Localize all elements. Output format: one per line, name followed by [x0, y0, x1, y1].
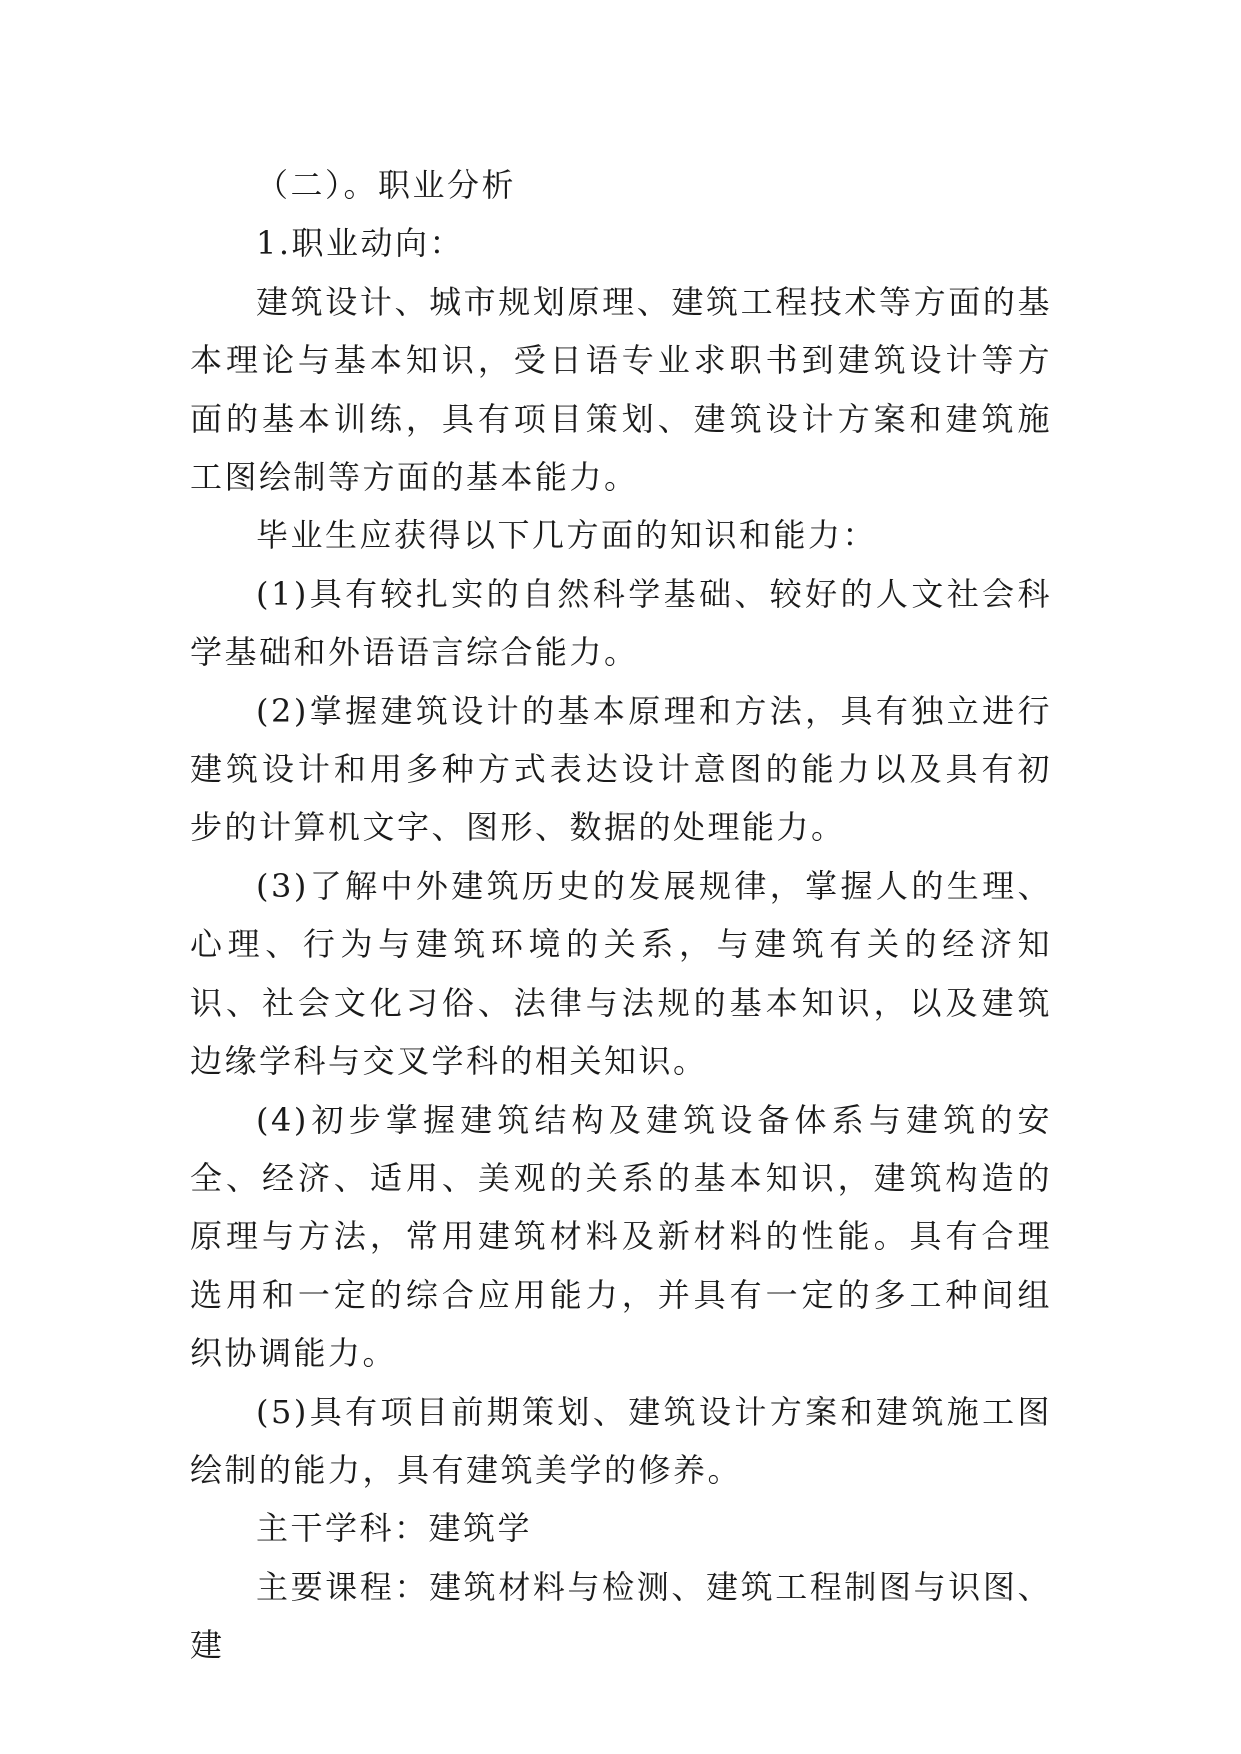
list-item-4: (4)初步掌握建筑结构及建筑设备体系与建筑的安全、经济、适用、美观的关系的基本知识，建筑构造的原理与方法，常用建筑材料及新材料的性能。具有合理选用和一定的综合应用能力，并具有一定的多工种间组织协调能力。 — [190, 1100, 1052, 1373]
list-item-5: (5)具有项目前期策划、建筑设计方案和建筑施工图绘制的能力，具有建筑美学的修养。 — [190, 1392, 1052, 1489]
list-item-3: (3)了解中外建筑历史的发展规律，掌握人的生理、心理、行为与建筑环境的关系，与建筑有关的经济知识、社会文化习俗、法律与法规的基本知识，以及建筑边缘学科与交叉学科的相关知识。 — [190, 866, 1052, 1081]
subsection-heading: 1.职业动向： — [256, 224, 465, 263]
paragraph-main-courses: 主要课程：建筑材料与检测、建筑工程制图与识图、建 — [190, 1567, 1052, 1665]
list-item-2: (2)掌握建筑设计的基本原理和方法，具有独立进行建筑设计和用多种方式表达设计意图的能力以及具有初步的计算机文字、图形、数据的处理能力。 — [190, 691, 1052, 847]
section-heading: （二）。职业分析 — [256, 166, 517, 204]
list-item-1: (1)具有较扎实的自然科学基础、较好的人文社会科学基础和外语语言综合能力。 — [190, 574, 1052, 672]
paragraph-intro: 建筑设计、城市规划原理、建筑工程技术等方面的基本理论与基本知识，受日语专业求职书到建筑设计等方面的基本训练，具有项目策划、建筑设计方案和建筑施工图绘制等方面的基本能力。 — [190, 282, 1052, 497]
paragraph-main-discipline: 主干学科：建筑学 — [256, 1509, 533, 1548]
paragraph-requirements-lead: 毕业生应获得以下几方面的知识和能力： — [256, 516, 878, 555]
document-body — [190, 156, 1052, 1675]
